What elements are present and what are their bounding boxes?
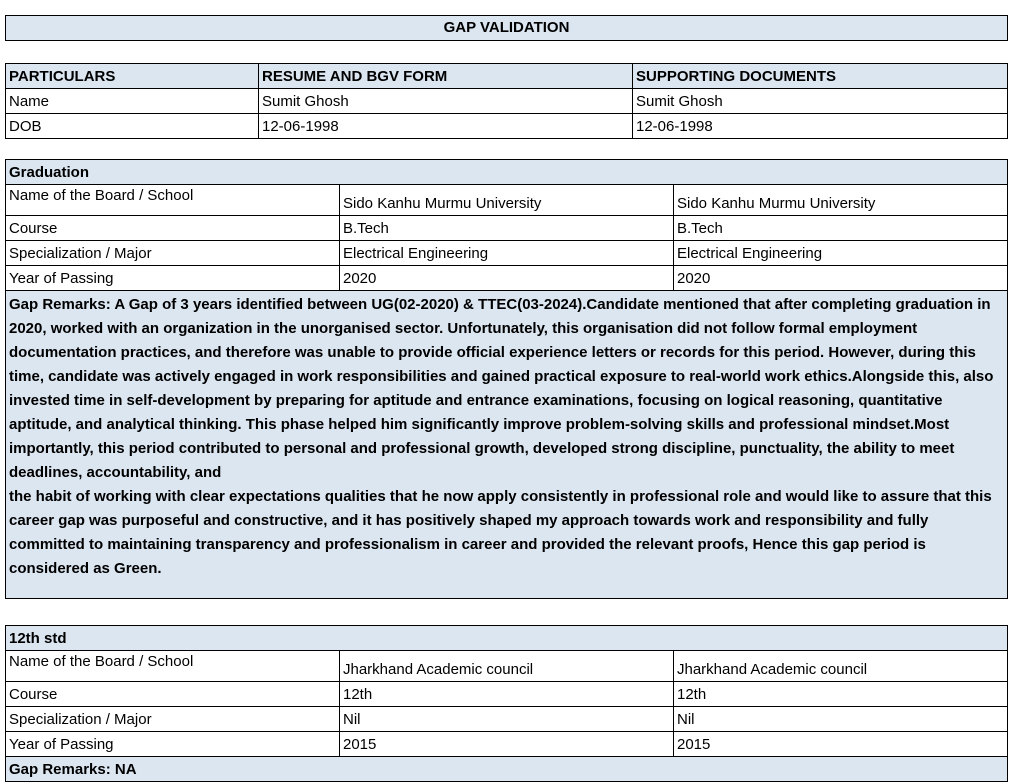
resume-value: Electrical Engineering	[340, 241, 674, 266]
section-header-row	[6, 160, 1008, 185]
docs-value: Electrical Engineering	[674, 241, 1008, 266]
table-row	[6, 682, 1008, 707]
section-title-12th: 12th std	[6, 626, 1008, 651]
row-label: Course	[6, 216, 340, 241]
resume-value: Nil	[340, 707, 674, 732]
row-label: Name of the Board / School	[6, 651, 340, 682]
gap-remarks-graduation	[5, 291, 1008, 599]
table-row	[6, 114, 1008, 139]
docs-value: Nil	[674, 707, 1008, 732]
header-particulars: PARTICULARS	[6, 64, 259, 89]
row-label: Specialization / Major	[6, 241, 340, 266]
header-supporting-docs: SUPPORTING DOCUMENTS	[633, 64, 1008, 89]
gap-remarks-row	[6, 757, 1008, 782]
resume-value: 12-06-1998	[259, 114, 633, 139]
row-label: Year of Passing	[6, 266, 340, 291]
row-label: Name	[6, 89, 259, 114]
docs-value: 12-06-1998	[633, 114, 1008, 139]
row-label: Course	[6, 682, 340, 707]
twelfth-table	[5, 625, 1008, 782]
section-header-row	[6, 626, 1008, 651]
docs-value: Sumit Ghosh	[633, 89, 1008, 114]
docs-value: Sido Kanhu Murmu University	[674, 185, 1008, 216]
table-row	[6, 651, 1008, 682]
table-row	[6, 185, 1008, 216]
docs-value: 2015	[674, 732, 1008, 757]
twelfth-block	[5, 625, 1008, 782]
graduation-block	[5, 159, 1008, 599]
row-label: Name of the Board / School	[6, 185, 340, 216]
table-row	[6, 89, 1008, 114]
resume-value: 2020	[340, 266, 674, 291]
header-row	[6, 64, 1008, 89]
header-resume: RESUME AND BGV FORM	[259, 64, 633, 89]
resume-value: Sumit Ghosh	[259, 89, 633, 114]
section-title-graduation: Graduation	[6, 160, 1008, 185]
resume-value: B.Tech	[340, 216, 674, 241]
docs-value: Jharkhand Academic council	[674, 651, 1008, 682]
particulars-table	[5, 63, 1008, 139]
gap-remarks-paragraph-1: Gap Remarks: A Gap of 3 years identified between UG(02-2020) & TTEC(03-2024).Candidate mentioned that after completing graduation in 2020, worked with an organization in the unorganised sector. Unfortunately, this organisation did not follow formal employment documentation practices, and therefore was unable to provide official experience letters or records for this period. However, during this time, candidate was actively engaged in work responsibilities and gained practical exposure to real-world work ethics.Alongside this, also invested time in self-development by preparing for aptitude and entrance examinations, focusing on logical reasoning, quantitative aptitude, and analytical thinking. This phase helped him significantly improve problem-solving skills and professional mindset.Most importantly, this period contributed to personal and professional growth, developed strong discipline, punctuality, the ability to meet deadlines, accountability, and	[9, 296, 994, 481]
row-label: DOB	[6, 114, 259, 139]
docs-value: 2020	[674, 266, 1008, 291]
resume-value: Jharkhand Academic council	[340, 651, 674, 682]
gap-remarks-12th: Gap Remarks: NA	[6, 757, 1008, 782]
table-row	[6, 241, 1008, 266]
docs-value: 12th	[674, 682, 1008, 707]
table-row	[6, 707, 1008, 732]
row-label: Year of Passing	[6, 732, 340, 757]
resume-value: Sido Kanhu Murmu University	[340, 185, 674, 216]
resume-value: 12th	[340, 682, 674, 707]
particulars-block	[5, 63, 1008, 139]
table-row	[6, 216, 1008, 241]
graduation-table	[5, 159, 1008, 291]
row-label: Specialization / Major	[6, 707, 340, 732]
docs-value: B.Tech	[674, 216, 1008, 241]
page-title: GAP VALIDATION	[5, 15, 1008, 41]
resume-value: 2015	[340, 732, 674, 757]
table-row	[6, 732, 1008, 757]
gap-remarks-paragraph-2: the habit of working with clear expectations qualities that he now apply consistently in professional role and would like to assure that this career gap was purposeful and constructive, and it has positively shaped my approach towards work and responsibility and fully committed to maintaining transparency and professionalism in career and provided the relevant proofs, Hence this gap period is considered as Green.	[9, 488, 992, 577]
table-row	[6, 266, 1008, 291]
